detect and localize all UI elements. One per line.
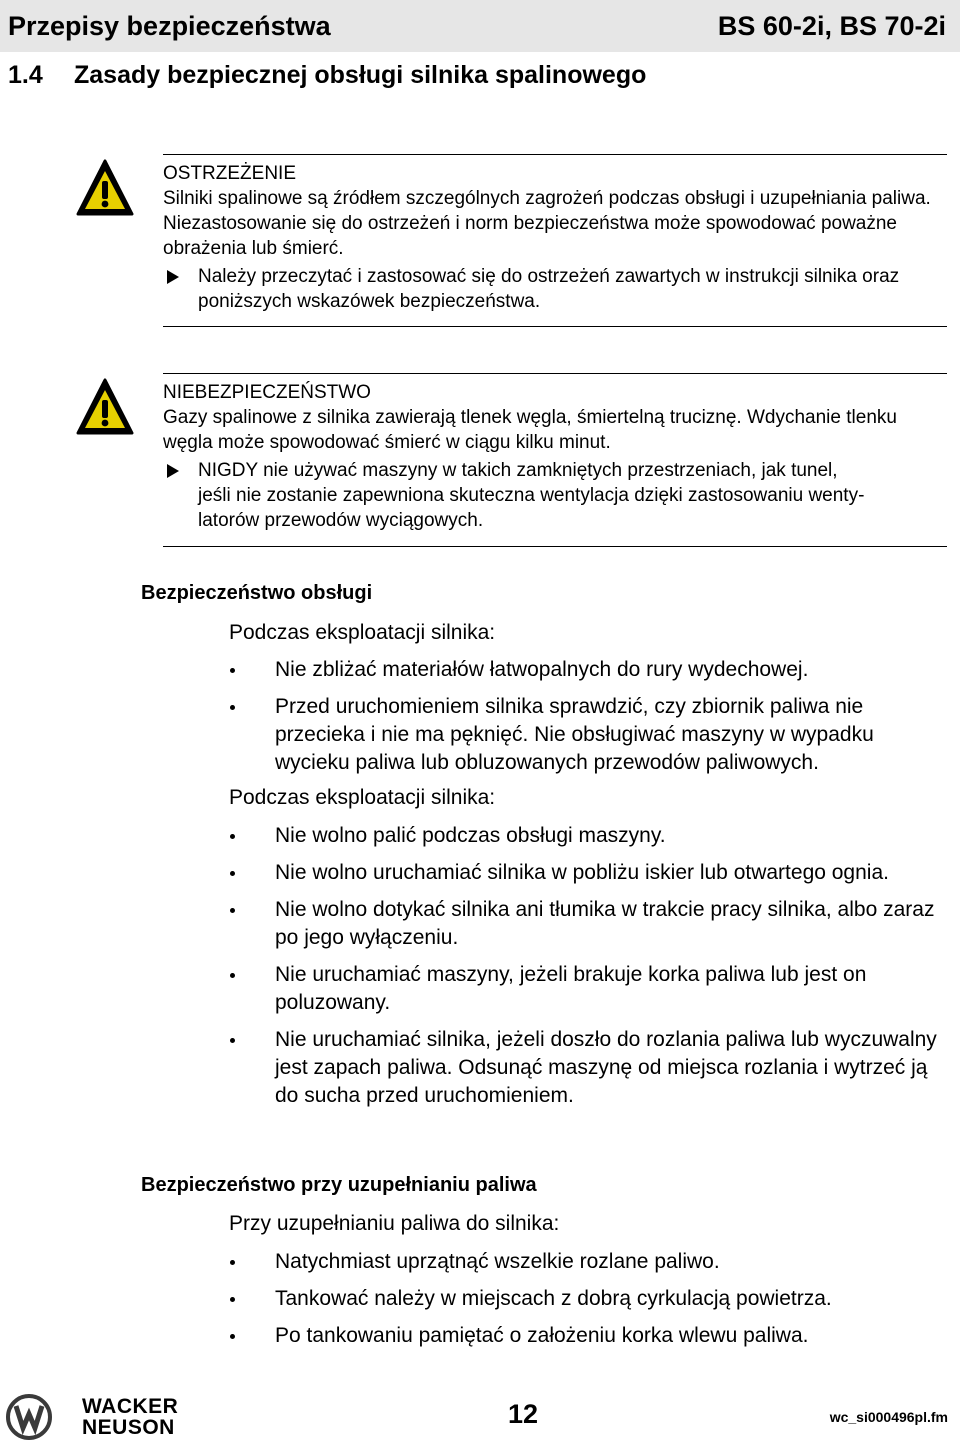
warning-block — [76, 154, 948, 334]
section-number: 1.4 — [8, 61, 43, 89]
logo-text: WACKER — [82, 1395, 179, 1418]
bullet-icon — [230, 973, 235, 978]
list-item: Przed uruchomieniem silnika sprawdzić, czy zbiornik paliwa nie przecieka i nie ma pęknięć. Nie obsługiwać maszyny w wypadku wycieku paliwa lub obluzowanych przewodów paliwowych. — [229, 693, 949, 777]
danger-text — [163, 381, 948, 533]
bullet-icon — [230, 1334, 235, 1339]
company-logo — [4, 1393, 194, 1441]
warning-title: OSTRZEŻENIE — [163, 163, 297, 184]
warning-text — [163, 162, 948, 314]
list-item: Tankować należy w miejscach z dobrą cyrkulacją powietrza. — [229, 1285, 949, 1313]
danger-block — [76, 373, 948, 553]
danger-top-rule — [163, 373, 947, 374]
operation-heading: Bezpieczeństwo obsługi — [141, 582, 373, 604]
section-heading — [8, 61, 646, 90]
header-model: BS 60-2i, BS 70-2i — [717, 11, 946, 41]
refuel-heading: Bezpieczeństwo przy uzupełnianiu paliwa — [141, 1174, 537, 1196]
refuel-intro: Przy uzupełnianiu paliwa do silnika: — [229, 1212, 560, 1235]
refuel-list — [229, 1248, 949, 1350]
operation-list-1 — [229, 656, 949, 777]
section-title: Zasady bezpiecznej obsługi silnika spalinowego — [74, 61, 647, 89]
list-item: Nie wolno palić podczas obsługi maszyny. — [229, 822, 949, 850]
bullet-icon — [230, 834, 235, 839]
bullet-icon — [230, 871, 235, 876]
list-item: Nie wolno uruchamiać silnika w pobliżu iskier lub otwartego ognia. — [229, 859, 949, 887]
danger-title: NIEBEZPIECZEŃSTWO — [163, 382, 371, 403]
danger-action-line: latorów przewodów wyciągowych. — [198, 510, 484, 531]
operation-intro: Podczas eksploatacji silnika: — [229, 621, 496, 644]
list-item: Nie wolno dotykać silnika ani tłumika w trakcie pracy silnika, albo zaraz po jego wyłączeniu. — [229, 896, 949, 952]
warning-top-rule — [163, 154, 947, 155]
operation-list-2 — [229, 822, 949, 1110]
bullet-icon — [230, 1297, 235, 1302]
danger-action — [163, 458, 948, 533]
logo-mark-icon — [6, 1394, 52, 1440]
page-number: 12 — [508, 1399, 539, 1429]
list-item: Natychmiast uprzątnąć wszelkie rozlane paliwo. — [229, 1248, 949, 1276]
danger-bottom-rule — [163, 546, 947, 547]
bullet-icon — [230, 668, 235, 673]
warning-action — [163, 264, 948, 314]
bullet-icon — [230, 1260, 235, 1265]
list-item: Nie uruchamiać silnika, jeżeli doszło do rozlania paliwa lub wyczuwalny jest zapach paliwa. Odsunąć maszynę od miejsca rozlania i wytrzeć ją do sucha przed uruchomieniem. — [229, 1026, 949, 1110]
logo-text: NEUSON — [82, 1416, 175, 1439]
list-item: Nie uruchamiać maszyny, jeżeli brakuje korka paliwa lub jest on poluzowany. — [229, 961, 949, 1017]
danger-body: Gazy spalinowe z silnika zawierają tlenek węgla, śmiertelną truciznę. Wdychanie tlenku węgla może spowodować śmierć w ciągu kilku minut. — [163, 407, 897, 453]
danger-action-line: jeśli nie zostanie zapewniona skuteczna wentylacja dzięki zastosowaniu wenty- — [198, 485, 865, 506]
arrow-right-icon — [167, 464, 179, 478]
operation-intro: Podczas eksploatacji silnika: — [229, 786, 496, 809]
bullet-icon — [230, 908, 235, 913]
bullet-icon — [230, 705, 235, 710]
warning-body: Silniki spalinowe są źródłem szczególnych zagrożeń podczas obsługi i uzupełniania paliwa. Niezastosowanie się do ostrzeżeń i norm bezpieczeństwa może spowodować poważne obrażenia lub śmierć. — [163, 188, 931, 259]
list-item: Nie zbliżać materiałów łatwopalnych do rury wydechowej. — [229, 656, 949, 684]
header-title: Przepisy bezpieczeństwa — [8, 11, 331, 41]
warning-triangle-icon — [76, 377, 134, 437]
warning-action-text: Należy przeczytać i zastosować się do ostrzeżeń zawartych w instrukcji silnika oraz poniższych wskazówek bezpieczeństwa. — [198, 266, 900, 312]
danger-action-line: NIGDY nie używać maszyny w takich zamkniętych przestrzeniach, jak tunel, — [198, 460, 838, 481]
warning-bottom-rule — [163, 326, 947, 327]
warning-triangle-icon — [76, 158, 134, 218]
page-header — [0, 0, 960, 52]
list-item: Po tankowaniu pamiętać o założeniu korka wlewu paliwa. — [229, 1322, 949, 1350]
document-code: wc_si000496pl.fm — [829, 1409, 948, 1425]
arrow-right-icon — [167, 270, 179, 284]
bullet-icon — [230, 1038, 235, 1043]
